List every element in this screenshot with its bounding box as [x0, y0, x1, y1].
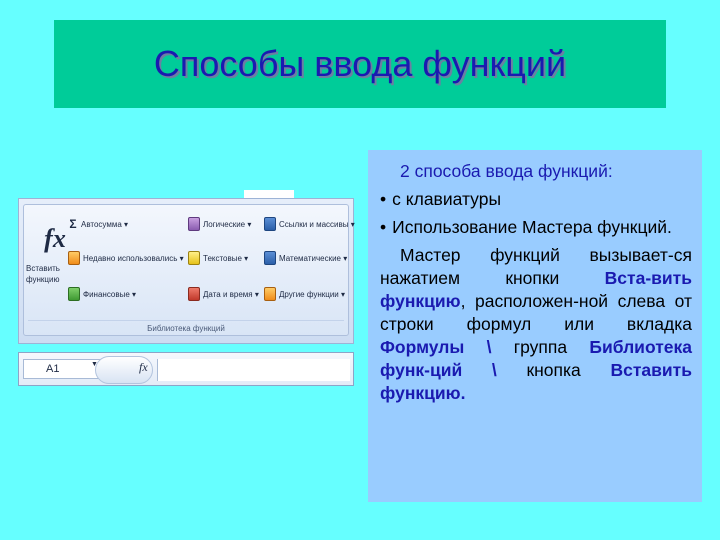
insert-function-label-2: функцию [26, 275, 60, 284]
chevron-down-icon[interactable]: ▼ [91, 361, 98, 368]
desc-highlight-1: Вста-вить функцию [380, 268, 692, 311]
book-icon [264, 287, 276, 301]
insert-function-fx-icon[interactable]: fx [139, 360, 148, 374]
formula-input[interactable] [157, 359, 350, 381]
insert-function-icon[interactable]: fx [44, 224, 66, 253]
desc-highlight-4: Вставить функцию. [380, 360, 692, 403]
bullet-wizard: • Использование Мастера функций. [380, 217, 672, 237]
date-time-label: Дата и время ▾ [203, 289, 259, 299]
text-button[interactable] [188, 251, 248, 265]
book-icon [188, 287, 200, 301]
wizard-description [380, 244, 692, 405]
math-button[interactable] [264, 251, 347, 265]
bullet-keyboard: • с клавиатуры [380, 189, 502, 209]
book-icon [264, 251, 276, 265]
book-icon [188, 251, 200, 265]
more-functions-label: Другие функции ▾ [279, 289, 346, 299]
formulas-ribbon [18, 198, 354, 344]
autosum-label: Автосумма ▾ [81, 219, 129, 229]
date-time-button[interactable] [188, 287, 259, 301]
desc-highlight-2: Формулы \ [380, 337, 492, 357]
formula-bar [18, 352, 354, 386]
desc-highlight-3: Библиотека функ-ций \ [380, 337, 692, 380]
lookup-reference-button[interactable] [264, 217, 355, 231]
content-heading: 2 способа ввода функций: [400, 161, 613, 181]
function-library-group [23, 204, 355, 336]
book-icon [68, 251, 80, 265]
content-textbox [368, 150, 702, 502]
recently-used-label: Недавно использовались ▾ [83, 253, 184, 263]
function-library-label: Библиотека функций [147, 324, 225, 333]
bullet-keyboard-text: с клавиатуры [392, 189, 502, 209]
insert-function-button[interactable] [26, 263, 66, 285]
book-icon [68, 287, 80, 301]
lookup-reference-label: Ссылки и массивы ▾ [279, 219, 355, 229]
group-divider [28, 320, 344, 321]
desc-text-3: группа [491, 337, 590, 357]
slide-title: Способы ввода функций [153, 43, 567, 84]
book-icon [188, 217, 200, 231]
desc-text-1: Мастер функций вызывает-ся нажатием кнопки [380, 245, 692, 288]
financial-label: Финансовые ▾ [83, 289, 137, 299]
financial-button[interactable] [68, 287, 136, 301]
more-functions-button[interactable] [264, 287, 345, 301]
insert-function-label-1: Вставить [26, 264, 60, 273]
logical-label: Логические ▾ [203, 219, 252, 229]
book-icon [264, 217, 276, 231]
math-label: Математические ▾ [279, 253, 348, 263]
logical-button[interactable] [188, 217, 251, 231]
text-label: Текстовые ▾ [203, 253, 249, 263]
slide-title-bar [54, 20, 666, 108]
autosum-button[interactable] [68, 217, 128, 231]
desc-text-4: кнопка [496, 360, 611, 380]
sigma-icon: Σ [69, 217, 77, 231]
desc-text-2: , расположен-ной слева от строки формул или вкладка [380, 291, 692, 334]
recently-used-button[interactable] [68, 251, 184, 265]
name-box[interactable]: A1 [23, 359, 115, 379]
bullet-wizard-text: Использование Мастера функций. [392, 217, 672, 237]
